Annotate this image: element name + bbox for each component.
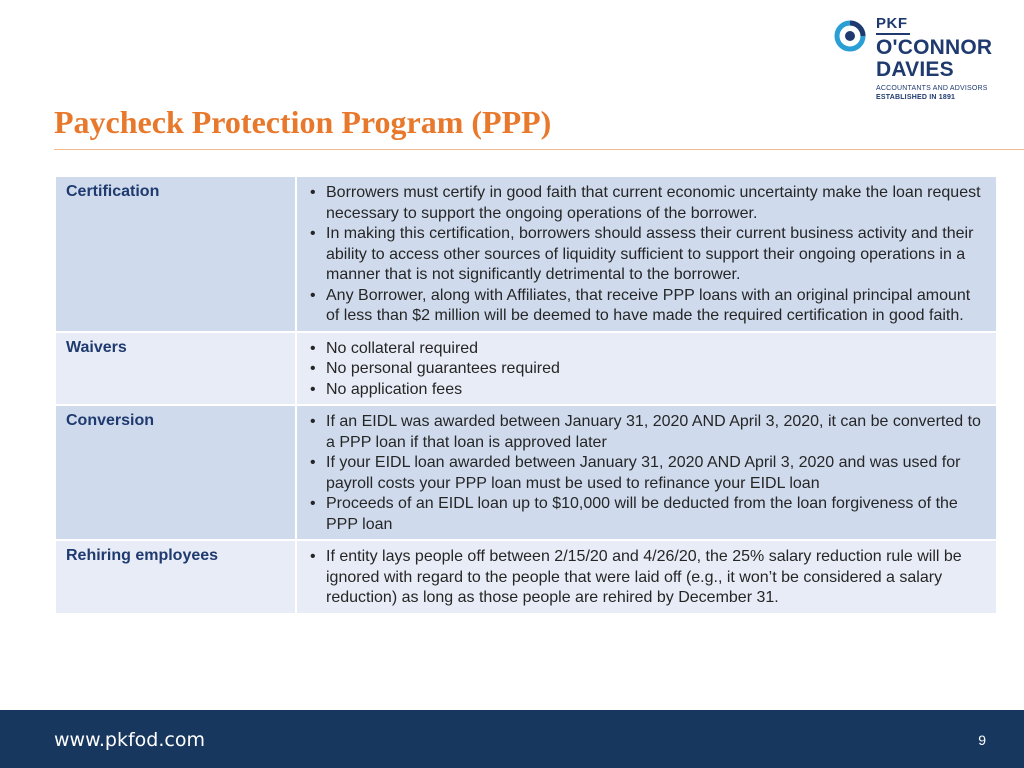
logo-oconnor: O'CONNOR [876,36,993,59]
logo-pkf: PKF [876,15,908,32]
row-label: Conversion [56,406,297,541]
title-divider [54,149,1024,150]
logo-wordmark [876,16,992,102]
row-content [297,406,996,541]
logo-davies: DAVIES [876,58,954,81]
ppp-table [56,177,996,615]
logo-tagline: ACCOUNTANTS AND ADVISORS [876,85,988,92]
row-label: Certification [56,177,297,333]
table-row-conversion [56,406,996,541]
bullet-item: • No collateral required [307,339,986,360]
table-row-rehiring [56,541,996,615]
bullet-list [307,412,986,535]
page-number: 9 [978,732,986,748]
row-content [297,333,996,407]
company-logo [832,16,1008,102]
footer-url: www.pkfod.com [54,729,205,751]
row-label: Rehiring employees [56,541,297,615]
bullet-item: • In making this certification, borrowers should assess their current business activity and their ability to access other sources of liquidity sufficient to support their ongoing operations in a manner that is not significantly detrimental to the borrower. [307,224,986,286]
pkf-ring-icon [832,16,872,56]
bullet-list [307,339,986,401]
bullet-list [307,547,986,609]
bullet-item: • No application fees [307,380,986,401]
row-label: Waivers [56,333,297,407]
bullet-item: • If an EIDL was awarded between January 31, 2020 AND April 3, 2020, it can be converted to a PPP loan if that loan is approved later [307,412,986,453]
bullet-item: • Borrowers must certify in good faith that current economic uncertainty make the loan request necessary to support the ongoing operations of the borrower. [307,183,986,224]
table-row-waivers [56,333,996,407]
bullet-item: • No personal guarantees required [307,359,986,380]
bullet-item: • Any Borrower, along with Affiliates, that receive PPP loans with an original principal amount of less than $2 million will be deemed to have made the required certification in good faith. [307,286,986,327]
row-content [297,541,996,615]
bullet-item: • If your EIDL loan awarded between January 31, 2020 AND April 3, 2020 and was used for payroll costs your PPP loan must be used to refinance your EIDL loan [307,453,986,494]
slide-title: Paycheck Protection Program (PPP) [54,104,552,140]
table-row-certification [56,177,996,333]
logo-rule [876,33,910,35]
bullet-item: • Proceeds of an EIDL loan up to $10,000 will be deducted from the loan forgiveness of the PPP loan [307,494,986,535]
bullet-list [307,183,986,327]
logo-established: ESTABLISHED IN 1891 [876,94,956,101]
bullet-item: • If entity lays people off between 2/15/20 and 4/26/20, the 25% salary reduction rule will be ignored with regard to the people that were laid off (e.g., it won’t be considered a salary reduction) as long as those people are rehired by December 31. [307,547,986,609]
row-content [297,177,996,333]
footer-bar [0,710,1024,768]
